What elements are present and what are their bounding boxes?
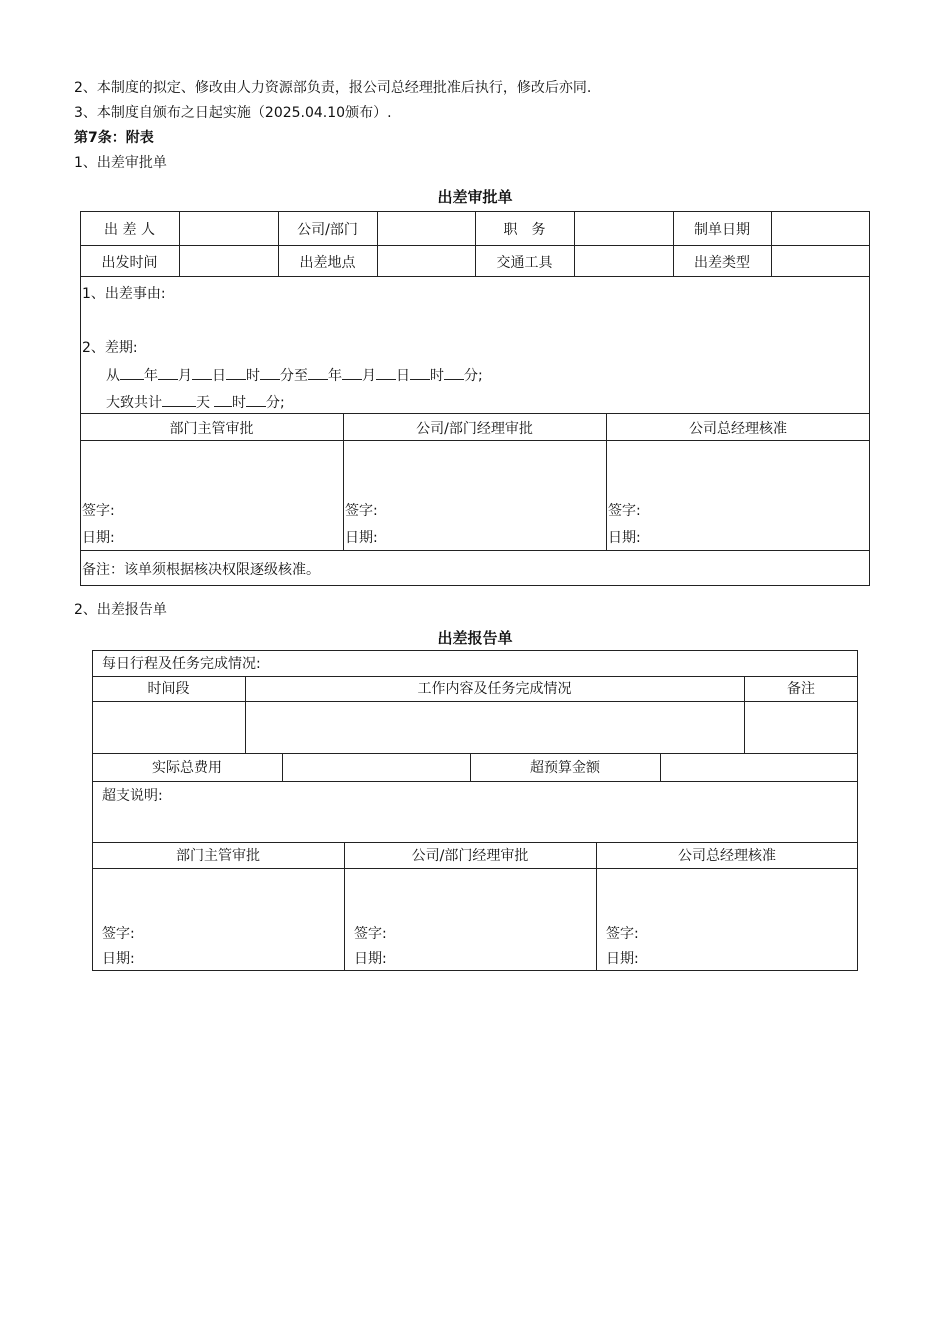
trip-total-duration: 大致共计 天 时 分; bbox=[106, 392, 285, 413]
approval-form-title: 出差审批单 bbox=[437, 188, 513, 206]
article-heading: 第7条：附表 bbox=[74, 130, 154, 146]
dept-supervisor-approval-header: 部门主管审批 bbox=[169, 421, 254, 437]
sign-label: 签字: bbox=[345, 503, 378, 519]
trip-type-label: 出差类型 bbox=[694, 255, 750, 271]
dept-manager-approval-header: 公司/部门经理审批 bbox=[411, 848, 529, 864]
sign-label: 签字: bbox=[608, 503, 641, 519]
work-content-header: 工作内容及任务完成情况 bbox=[417, 681, 572, 697]
total-cost-label: 实际总费用 bbox=[152, 760, 222, 776]
form-date-label: 制单日期 bbox=[694, 222, 750, 238]
company-dept-label: 公司/部门 bbox=[297, 222, 358, 238]
sign-label: 签字: bbox=[82, 503, 115, 519]
dept-manager-approval-header: 公司/部门经理审批 bbox=[416, 421, 533, 437]
gm-approval-header: 公司总经理核准 bbox=[678, 848, 776, 864]
trip-reason-label: 1、出差事由: bbox=[82, 286, 166, 302]
gm-approval-header: 公司总经理核准 bbox=[689, 421, 787, 437]
time-period-header: 时间段 bbox=[147, 681, 190, 697]
trip-period-range: 从 年 月 日 时 分至 年 月 日 时 分; bbox=[106, 365, 483, 386]
approval-note: 备注：该单须根据核决权限逐级核准。 bbox=[82, 562, 320, 578]
date-label: 日期: bbox=[102, 951, 135, 967]
sign-label: 签字: bbox=[606, 926, 639, 942]
traveler-label: 出 差 人 bbox=[104, 222, 155, 238]
date-label: 日期: bbox=[345, 530, 378, 546]
transport-label: 交通工具 bbox=[496, 255, 553, 271]
date-label: 日期: bbox=[354, 951, 387, 967]
date-label: 日期: bbox=[608, 530, 641, 546]
section-report-heading: 2、出差报告单 bbox=[74, 602, 167, 618]
remarks-header: 备注 bbox=[787, 681, 815, 697]
dept-supervisor-approval-header: 部门主管审批 bbox=[176, 848, 260, 864]
date-label: 日期: bbox=[606, 951, 639, 967]
section-approval-heading: 1、出差审批单 bbox=[74, 155, 167, 171]
sign-label: 签字: bbox=[102, 926, 135, 942]
departure-time-label: 出发时间 bbox=[101, 255, 158, 271]
sign-label: 签字: bbox=[354, 926, 387, 942]
report-form-title: 出差报告单 bbox=[437, 629, 513, 647]
over-budget-label: 超预算金额 bbox=[530, 760, 600, 776]
destination-label: 出差地点 bbox=[299, 255, 356, 271]
overspend-explanation-label: 超支说明: bbox=[102, 788, 163, 804]
policy-line-2: 2、本制度的拟定、修改由人力资源部负责，报公司总经理批准后执行，修改后亦同. bbox=[74, 80, 592, 96]
policy-line-3: 3、本制度自颁布之日起实施（2025.04.10颁布）. bbox=[74, 105, 392, 121]
position-label: 职 务 bbox=[503, 222, 546, 238]
date-label: 日期: bbox=[82, 530, 115, 546]
daily-itinerary-label: 每日行程及任务完成情况: bbox=[102, 656, 261, 672]
trip-period-label: 2、差期: bbox=[82, 340, 138, 356]
